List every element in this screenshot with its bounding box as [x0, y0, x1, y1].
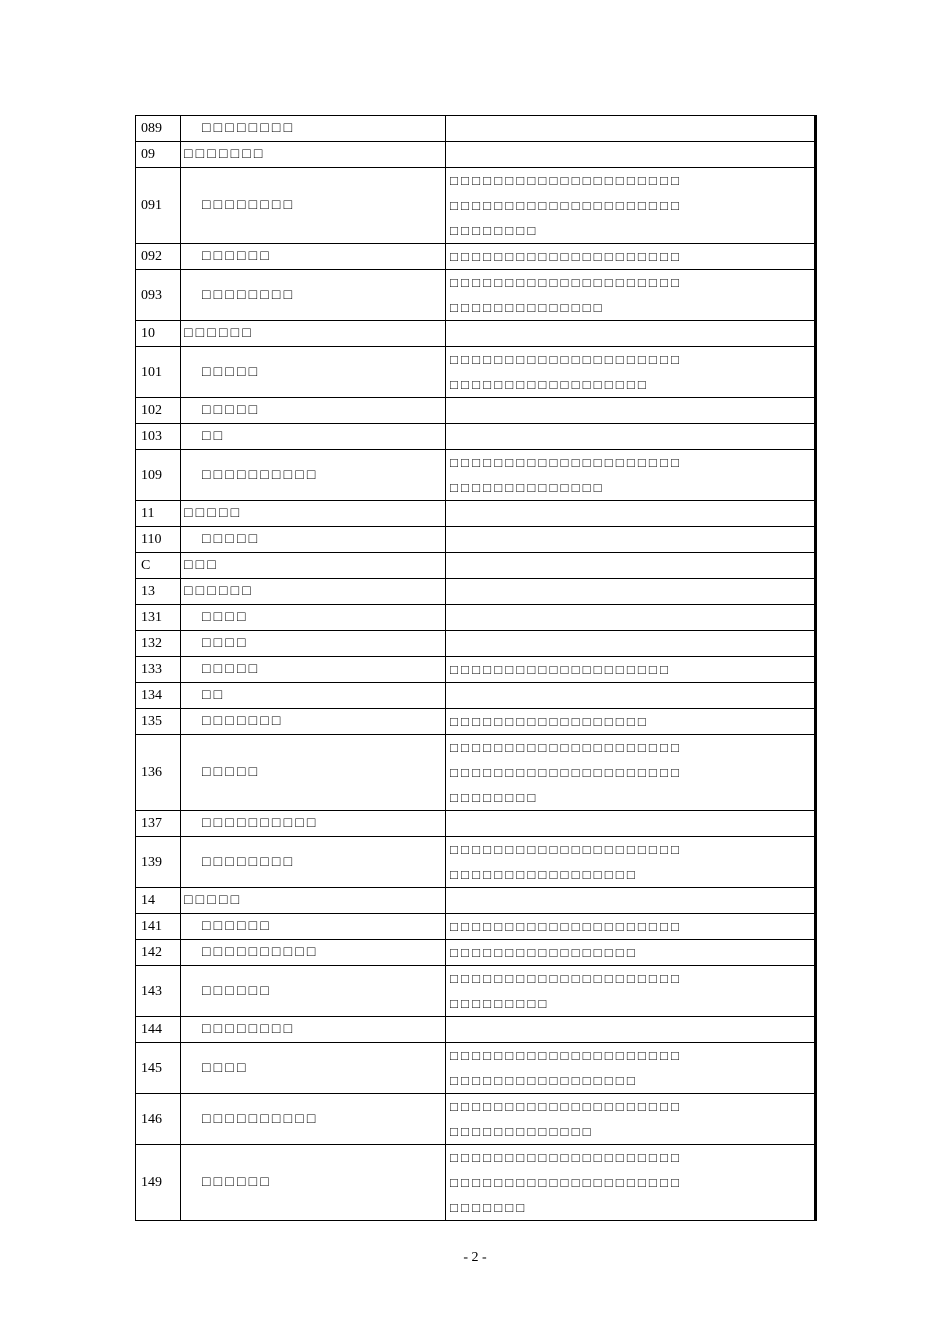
row-description: □□□□□□□□□□□□□□□□□□□□□ □□□□□□□□□ [450, 971, 683, 1011]
row-code: 101 [136, 347, 181, 398]
row-name: □□□□□ [184, 506, 243, 521]
table-row [136, 116, 816, 142]
row-name-cell [181, 142, 446, 168]
row-name: □□□□ [202, 1060, 249, 1076]
row-code: 103 [136, 424, 181, 450]
row-name-cell [181, 683, 446, 709]
row-name: □□□□□ [202, 662, 261, 677]
row-code: 137 [136, 811, 181, 837]
row-description-cell [446, 579, 816, 605]
table-row [136, 142, 816, 168]
table-body [136, 116, 816, 1221]
row-code: 132 [136, 631, 181, 657]
row-description-cell [446, 347, 816, 398]
table-row [136, 837, 816, 888]
row-description-cell [446, 1043, 816, 1094]
row-description-cell [446, 1017, 816, 1043]
table-row [136, 1043, 816, 1094]
table-row [136, 1017, 816, 1043]
row-description: □□□□□□□□□□□□□□□□□ [450, 945, 638, 960]
table-row [136, 811, 816, 837]
page-number: - 2 - [463, 1250, 487, 1265]
table-row [136, 940, 816, 966]
table-row [136, 605, 816, 631]
row-name: □□□□□□ [184, 584, 254, 599]
row-description-cell [446, 321, 816, 347]
row-name: □□□□□□ [184, 326, 254, 341]
row-name-cell [181, 1094, 446, 1145]
row-name-cell [181, 605, 446, 631]
row-name: □□□□□ [202, 364, 261, 380]
row-name: □□□□□□□ [202, 714, 284, 729]
row-name-cell [181, 631, 446, 657]
row-description: □□□□□□□□□□□□□□□□□□ [450, 714, 649, 729]
row-code: 141 [136, 914, 181, 940]
table-row [136, 709, 816, 735]
table-row [136, 244, 816, 270]
row-description-cell [446, 501, 816, 527]
row-description: □□□□□□□□□□□□□□□□□□□□□ □□□□□□□□□□□□□□□□□□□□□ □□□□□□□□ [450, 173, 683, 238]
table-row [136, 553, 816, 579]
row-code: 149 [136, 1145, 181, 1221]
row-description-cell [446, 450, 816, 501]
row-description-cell [446, 553, 816, 579]
row-description: □□□□□□□□□□□□□□□□□□□□□ [450, 919, 683, 934]
row-name-cell [181, 450, 446, 501]
row-description: □□□□□□□□□□□□□□□□□□□□□ □□□□□□□□□□□□□□ [450, 455, 683, 495]
row-description: □□□□□□□□□□□□□□□□□□□□□ □□□□□□□□□□□□□□□□□□□□□ □□□□□□□ [450, 1150, 683, 1215]
row-name-cell [181, 168, 446, 244]
row-code: 091 [136, 168, 181, 244]
row-name-cell [181, 966, 446, 1017]
row-name-cell [181, 501, 446, 527]
table-row [136, 501, 816, 527]
table-row [136, 888, 816, 914]
row-code: 146 [136, 1094, 181, 1145]
row-name: □□□□□□ [202, 983, 272, 999]
row-code: 142 [136, 940, 181, 966]
row-description-cell [446, 244, 816, 270]
row-code: 135 [136, 709, 181, 735]
row-description-cell [446, 270, 816, 321]
table-row [136, 168, 816, 244]
row-description-cell [446, 168, 816, 244]
row-name: □□ [202, 688, 226, 703]
row-name-cell [181, 1017, 446, 1043]
row-code: 144 [136, 1017, 181, 1043]
row-name: □□□□□□□□□□ [202, 1111, 319, 1127]
table-row [136, 398, 816, 424]
row-name: □□□□□ [202, 532, 261, 547]
row-description-cell [446, 1094, 816, 1145]
table-row [136, 579, 816, 605]
row-name-cell [181, 527, 446, 553]
row-name-cell [181, 579, 446, 605]
row-name-cell [181, 837, 446, 888]
row-name: □□□□□□□□□□ [202, 945, 319, 960]
row-description-cell [446, 837, 816, 888]
row-name-cell [181, 553, 446, 579]
table-row [136, 1094, 816, 1145]
row-code: 092 [136, 244, 181, 270]
row-description: □□□□□□□□□□□□□□□□□□□□□ □□□□□□□□□□□□□□□□□ [450, 842, 683, 882]
row-description-cell [446, 398, 816, 424]
row-code: 11 [136, 501, 181, 527]
table-row [136, 527, 816, 553]
row-code: 109 [136, 450, 181, 501]
row-name-cell [181, 709, 446, 735]
table-row [136, 735, 816, 811]
row-name: □□□□□□□□□□ [202, 467, 319, 483]
table-row [136, 1145, 816, 1221]
row-description: □□□□□□□□□□□□□□□□□□□□ [450, 662, 672, 677]
row-name-cell [181, 1145, 446, 1221]
table-row [136, 424, 816, 450]
row-code: 102 [136, 398, 181, 424]
row-name: □□ [202, 429, 226, 444]
row-name: □□□□□□□□ [202, 121, 296, 136]
table-row [136, 450, 816, 501]
row-name: □□□□□□□□ [202, 854, 296, 870]
row-name: □□□□□ [202, 765, 261, 780]
row-code: 10 [136, 321, 181, 347]
row-name-cell [181, 811, 446, 837]
row-description-cell [446, 116, 816, 142]
row-description-cell [446, 1145, 816, 1221]
row-description-cell [446, 709, 816, 735]
row-name: □□□□□ [184, 893, 243, 908]
row-code: C [136, 553, 181, 579]
row-name-cell [181, 914, 446, 940]
row-description: □□□□□□□□□□□□□□□□□□□□□ □□□□□□□□□□□□□□□□□□ [450, 352, 683, 392]
classification-table [135, 115, 817, 1221]
row-code: 089 [136, 116, 181, 142]
row-name: □□□□□□□□ [202, 1022, 296, 1037]
table-row [136, 683, 816, 709]
table-row [136, 657, 816, 683]
row-code: 134 [136, 683, 181, 709]
row-code: 110 [136, 527, 181, 553]
row-code: 133 [136, 657, 181, 683]
row-name: □□□□□□□□□□ [202, 816, 319, 831]
row-name-cell [181, 888, 446, 914]
table-row [136, 631, 816, 657]
row-name-cell [181, 321, 446, 347]
row-code: 145 [136, 1043, 181, 1094]
row-description-cell [446, 940, 816, 966]
row-name: □□□ [184, 558, 219, 573]
row-name-cell [181, 940, 446, 966]
row-code: 139 [136, 837, 181, 888]
row-name: □□□□□□ [202, 1175, 272, 1190]
row-name-cell [181, 270, 446, 321]
row-code: 14 [136, 888, 181, 914]
row-description-cell [446, 631, 816, 657]
table-row [136, 966, 816, 1017]
row-description-cell [446, 142, 816, 168]
row-description: □□□□□□□□□□□□□□□□□□□□□ □□□□□□□□□□□□□□□□□□□□□ □□□□□□□□ [450, 740, 683, 805]
row-description-cell [446, 966, 816, 1017]
table-row [136, 270, 816, 321]
row-code: 13 [136, 579, 181, 605]
row-name-cell [181, 116, 446, 142]
row-name: □□□□□ [202, 403, 261, 418]
row-description-cell [446, 657, 816, 683]
row-name-cell [181, 657, 446, 683]
row-name: □□□□ [202, 610, 249, 625]
row-name-cell [181, 347, 446, 398]
row-description: □□□□□□□□□□□□□□□□□□□□□ □□□□□□□□□□□□□ [450, 1099, 683, 1139]
row-description: □□□□□□□□□□□□□□□□□□□□□ [450, 249, 683, 264]
row-name: □□□□□□ [202, 919, 272, 934]
row-code: 09 [136, 142, 181, 168]
row-name: □□□□□□□□ [202, 287, 296, 303]
row-code: 136 [136, 735, 181, 811]
row-name: □□□□□□□□ [202, 198, 296, 213]
row-description-cell [446, 683, 816, 709]
row-description: □□□□□□□□□□□□□□□□□□□□□ □□□□□□□□□□□□□□□□□ [450, 1048, 683, 1088]
row-description-cell [446, 811, 816, 837]
row-description: □□□□□□□□□□□□□□□□□□□□□ □□□□□□□□□□□□□□ [450, 275, 683, 315]
row-name: □□□□□□ [202, 249, 272, 264]
row-name: □□□□□□□ [184, 147, 266, 162]
row-description-cell [446, 888, 816, 914]
row-description-cell [446, 527, 816, 553]
row-description-cell [446, 914, 816, 940]
row-name-cell [181, 424, 446, 450]
row-name-cell [181, 244, 446, 270]
row-description-cell [446, 605, 816, 631]
row-name-cell [181, 1043, 446, 1094]
table-row [136, 914, 816, 940]
row-code: 143 [136, 966, 181, 1017]
table-row [136, 347, 816, 398]
row-code: 093 [136, 270, 181, 321]
row-name: □□□□ [202, 636, 249, 651]
row-code: 131 [136, 605, 181, 631]
table-row [136, 321, 816, 347]
row-description-cell [446, 735, 816, 811]
row-name-cell [181, 735, 446, 811]
row-description-cell [446, 424, 816, 450]
row-name-cell [181, 398, 446, 424]
